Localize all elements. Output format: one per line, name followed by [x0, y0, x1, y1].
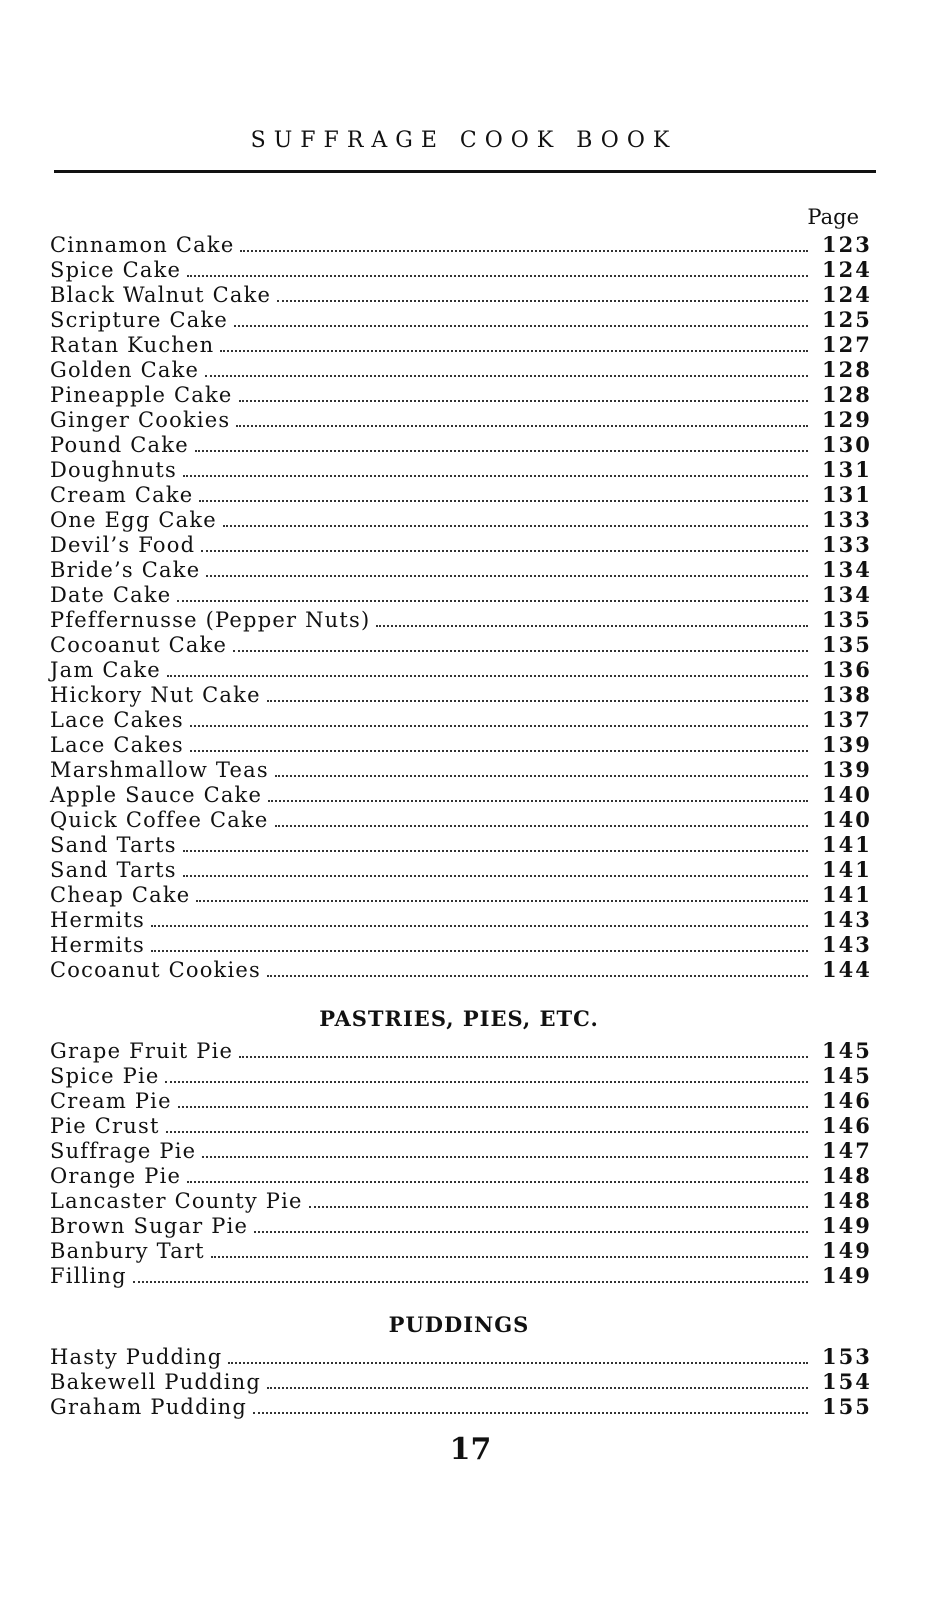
- toc-entry: [50, 682, 872, 707]
- entry-page-number: 140: [822, 782, 872, 807]
- entry-page-number: 141: [822, 882, 872, 907]
- entry-title: Sand Tarts: [50, 858, 177, 882]
- entry-title: Cinnamon Cake: [50, 233, 235, 257]
- dot-leader: [275, 825, 808, 827]
- entry-page-number: 144: [822, 957, 872, 982]
- entry-page-number: 154: [822, 1369, 872, 1394]
- entry-page-number: 134: [822, 557, 872, 582]
- toc-entry: [50, 1038, 872, 1063]
- toc-entry: [50, 232, 872, 257]
- entry-page-number: 124: [822, 282, 872, 307]
- entry-page-number: 127: [822, 332, 872, 357]
- toc-entry: [50, 532, 872, 557]
- toc-entry: [50, 1188, 872, 1213]
- entry-title: Bride’s Cake: [50, 558, 201, 582]
- toc-entry: [50, 557, 872, 582]
- dot-leader: [178, 1106, 808, 1108]
- entry-page-number: 124: [822, 257, 872, 282]
- dot-leader: [254, 1231, 808, 1233]
- toc-entry: [50, 632, 872, 657]
- entry-title: Apple Sauce Cake: [50, 783, 263, 807]
- dot-leader: [165, 1081, 808, 1083]
- entry-title: Pfeffernusse (Pepper Nuts): [50, 608, 371, 632]
- entry-page-number: 145: [822, 1038, 872, 1063]
- section-heading-puddings: PUDDINGS: [388, 1312, 530, 1337]
- entry-page-number: 136: [822, 657, 872, 682]
- entry-page-number: 138: [822, 682, 872, 707]
- section-gap: [50, 982, 868, 1006]
- entry-title: Jam Cake: [50, 658, 161, 682]
- toc-entry: [50, 707, 872, 732]
- toc-entry: [50, 457, 872, 482]
- entry-page-number: 133: [822, 532, 872, 557]
- entry-page-number: 137: [822, 707, 872, 732]
- entry-title: Ginger Cookies: [50, 408, 231, 432]
- entry-title: Bakewell Pudding: [50, 1370, 262, 1394]
- entry-title: Black Walnut Cake: [50, 283, 272, 307]
- dot-leader: [183, 850, 808, 852]
- toc-entry: [50, 1394, 872, 1419]
- toc-entry: [50, 857, 872, 882]
- entry-title: Spice Cake: [50, 258, 182, 282]
- entry-title: Hasty Pudding: [50, 1345, 223, 1369]
- dot-leader: [151, 950, 808, 952]
- dot-leader: [190, 725, 808, 727]
- puddings-section: [50, 1344, 872, 1419]
- table-of-contents: [50, 232, 872, 1419]
- entry-page-number: 129: [822, 407, 872, 432]
- entry-title: One Egg Cake: [50, 508, 217, 532]
- dot-leader: [133, 1281, 808, 1283]
- dot-leader: [166, 1131, 808, 1133]
- entry-title: Pineapple Cake: [50, 383, 233, 407]
- entry-title: Golden Cake: [50, 358, 200, 382]
- entry-title: Quick Coffee Cake: [50, 808, 269, 832]
- toc-entry: [50, 257, 872, 282]
- entry-title: Ratan Kuchen: [50, 333, 215, 357]
- dot-leader: [253, 1412, 808, 1414]
- entry-page-number: 135: [822, 632, 872, 657]
- dot-leader: [201, 550, 808, 552]
- dot-leader: [376, 625, 808, 627]
- entry-title: Hermits: [50, 933, 146, 957]
- dot-leader: [183, 875, 808, 877]
- entry-title: Orange Pie: [50, 1164, 182, 1188]
- toc-entry: [50, 607, 872, 632]
- entry-title: Doughnuts: [50, 458, 178, 482]
- toc-entry: [50, 1138, 872, 1163]
- entry-title: Lancaster County Pie: [50, 1189, 303, 1213]
- entry-title: Lace Cakes: [50, 733, 184, 757]
- entry-title: Lace Cakes: [50, 708, 184, 732]
- toc-entry: [50, 832, 872, 857]
- dot-leader: [267, 975, 808, 977]
- dot-leader: [268, 800, 808, 802]
- entry-title: Brown Sugar Pie: [50, 1214, 249, 1238]
- dot-leader: [187, 1181, 808, 1183]
- entry-page-number: 123: [822, 232, 872, 257]
- entry-page-number: 140: [822, 807, 872, 832]
- toc-entry: [50, 657, 872, 682]
- entry-page-number: 145: [822, 1063, 872, 1088]
- toc-entry: [50, 357, 872, 382]
- dot-leader: [239, 1056, 808, 1058]
- dot-leader: [236, 425, 808, 427]
- entry-page-number: 139: [822, 732, 872, 757]
- entry-page-number: 133: [822, 507, 872, 532]
- dot-leader: [187, 275, 808, 277]
- entry-title: Cheap Cake: [50, 883, 191, 907]
- entry-title: Grape Fruit Pie: [50, 1039, 234, 1063]
- dot-leader: [223, 525, 808, 527]
- entry-title: Cream Cake: [50, 483, 194, 507]
- entry-page-number: 125: [822, 307, 872, 332]
- toc-entry: [50, 1213, 872, 1238]
- dot-leader: [267, 700, 808, 702]
- toc-entry: [50, 507, 872, 532]
- entry-title: Cocoanut Cookies: [50, 958, 261, 982]
- toc-entry: [50, 432, 872, 457]
- dot-leader: [190, 750, 808, 752]
- entry-title: Devil’s Food: [50, 533, 196, 557]
- running-title: SUFFRAGE COOK BOOK: [250, 128, 678, 153]
- dot-leader: [275, 775, 808, 777]
- section-gap: [50, 1337, 868, 1344]
- toc-entry: [50, 1263, 872, 1288]
- entry-page-number: 128: [822, 382, 872, 407]
- toc-entry: [50, 1063, 872, 1088]
- dot-leader: [195, 450, 808, 452]
- entry-title: Pound Cake: [50, 433, 189, 457]
- dot-leader: [177, 600, 808, 602]
- dot-leader: [151, 925, 808, 927]
- toc-entry: [50, 282, 872, 307]
- entry-title: Banbury Tart: [50, 1239, 205, 1263]
- entry-title: Marshmallow Teas: [50, 758, 269, 782]
- toc-entry: [50, 382, 872, 407]
- dot-leader: [206, 575, 808, 577]
- entry-title: Hickory Nut Cake: [50, 683, 261, 707]
- entry-page-number: 131: [822, 482, 872, 507]
- toc-entry: [50, 307, 872, 332]
- entry-page-number: 143: [822, 932, 872, 957]
- toc-entry: [50, 407, 872, 432]
- toc-entry: [50, 1344, 872, 1369]
- toc-entry: [50, 482, 872, 507]
- dot-leader: [240, 250, 808, 252]
- toc-entry: [50, 732, 872, 757]
- toc-entry: [50, 1088, 872, 1113]
- entry-page-number: 146: [822, 1088, 872, 1113]
- entry-page-number: 128: [822, 357, 872, 382]
- toc-entry: [50, 582, 872, 607]
- toc-entry: [50, 882, 872, 907]
- page-number: 17: [449, 1432, 492, 1467]
- dot-leader: [183, 475, 808, 477]
- entry-page-number: 149: [822, 1238, 872, 1263]
- entry-title: Suffrage Pie: [50, 1139, 197, 1163]
- dot-leader: [196, 900, 808, 902]
- entry-title: Graham Pudding: [50, 1395, 247, 1419]
- entry-page-number: 153: [822, 1344, 872, 1369]
- section-heading-pastries: PASTRIES, PIES, ETC.: [319, 1006, 599, 1031]
- toc-entry: [50, 332, 872, 357]
- entry-title: Sand Tarts: [50, 833, 177, 857]
- entry-page-number: 141: [822, 857, 872, 882]
- dot-leader: [233, 650, 808, 652]
- entry-title: Scripture Cake: [50, 308, 228, 332]
- toc-entry: [50, 1163, 872, 1188]
- toc-entry: [50, 957, 872, 982]
- entry-title: Date Cake: [50, 583, 172, 607]
- dot-leader: [228, 1362, 808, 1364]
- entry-page-number: 149: [822, 1213, 872, 1238]
- header-rule: [54, 170, 876, 173]
- entry-page-number: 155: [822, 1394, 872, 1419]
- dot-leader: [220, 350, 808, 352]
- entry-page-number: 135: [822, 607, 872, 632]
- dot-leader: [205, 375, 808, 377]
- entry-page-number: 149: [822, 1263, 872, 1288]
- toc-entry: [50, 907, 872, 932]
- dot-leader: [211, 1256, 808, 1258]
- section-gap: [50, 1288, 868, 1312]
- entry-title: Pie Crust: [50, 1114, 160, 1138]
- entry-page-number: 148: [822, 1163, 872, 1188]
- entry-page-number: 146: [822, 1113, 872, 1138]
- cakes-section: [50, 232, 872, 982]
- toc-entry: [50, 932, 872, 957]
- entry-title: Cocoanut Cake: [50, 633, 228, 657]
- entry-page-number: 134: [822, 582, 872, 607]
- dot-leader: [277, 300, 808, 302]
- toc-entry: [50, 1369, 872, 1394]
- dot-leader: [202, 1156, 808, 1158]
- dot-leader: [239, 400, 808, 402]
- entry-page-number: 148: [822, 1188, 872, 1213]
- entry-page-number: 130: [822, 432, 872, 457]
- pastries-section: [50, 1038, 872, 1288]
- dot-leader: [234, 325, 808, 327]
- dot-leader: [199, 500, 808, 502]
- dot-leader: [267, 1387, 808, 1389]
- entry-page-number: 139: [822, 757, 872, 782]
- toc-entry: [50, 1113, 872, 1138]
- entry-title: Cream Pie: [50, 1089, 172, 1113]
- entry-title: Filling: [50, 1264, 127, 1288]
- toc-entry: [50, 782, 872, 807]
- entry-title: Hermits: [50, 908, 146, 932]
- toc-entry: [50, 757, 872, 782]
- toc-entry: [50, 807, 872, 832]
- page-column-label: Page: [807, 205, 859, 229]
- entry-title: Spice Pie: [50, 1064, 160, 1088]
- dot-leader: [309, 1206, 808, 1208]
- entry-page-number: 141: [822, 832, 872, 857]
- section-gap: [50, 1031, 868, 1038]
- entry-page-number: 147: [822, 1138, 872, 1163]
- toc-entry: [50, 1238, 872, 1263]
- dot-leader: [167, 675, 808, 677]
- entry-page-number: 143: [822, 907, 872, 932]
- entry-page-number: 131: [822, 457, 872, 482]
